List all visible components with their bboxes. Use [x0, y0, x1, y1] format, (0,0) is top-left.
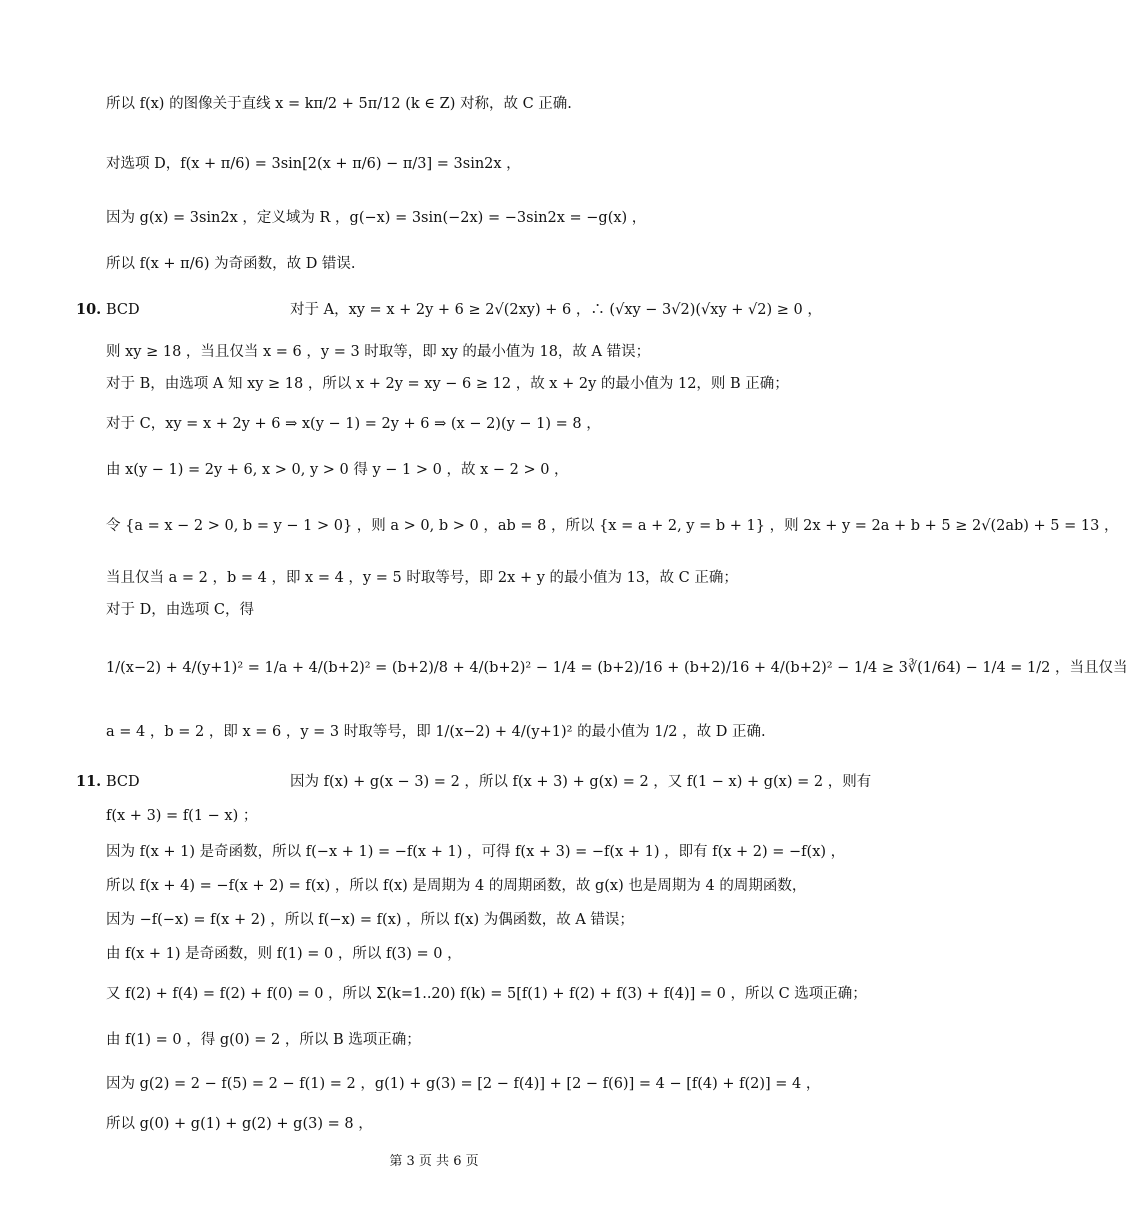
text-line: 由 f(1) = 0 ，得 g(0) = 2 ，所以 B 选项正确；	[106, 1032, 421, 1048]
text-line: 所以 f(x + 4) = −f(x + 2) = f(x) ，所以 f(x) 是周期为 4 的周期函数，故 g(x) 也是周期为 4 的周期函数，	[106, 878, 807, 894]
text-line: 因为 g(x) = 3sin2x ，定义域为 R ，g(−x) = 3sin(−2x) = −3sin2x = −g(x) ，	[106, 210, 647, 226]
text-line: f(x + 3) = f(1 − x) ；	[106, 808, 258, 824]
text-line: 又 f(2) + f(4) = f(2) + f(0) = 0 ，所以 Σ(k=1..20) f(k) = 5[f(1) + f(2) + f(3) + f(4)] = 0 ，所以 C 选项正确；	[106, 986, 867, 1002]
text-line: 对选项 D，f(x + π/6) = 3sin[2(x + π/6) − π/3] = 3sin2x ，	[106, 156, 521, 172]
text-line: 对于 B，由选项 A 知 xy ≥ 18 ，所以 x + 2y = xy − 6 ≥ 12 ，故 x + 2y 的最小值为 12，则 B 正确；	[106, 376, 789, 392]
text-line: 令 {a = x − 2 > 0, b = y − 1 > 0} ，则 a > 0, b > 0 ，ab = 8 ，所以 {x = a + 2, y = b + 1} ，则 2x + y = 2a + b + 5 ≥ 2√(2ab) + 5 = 13 ，	[106, 518, 1119, 534]
text-line: 所以 f(x + π/6) 为奇函数，故 D 错误.	[106, 256, 356, 272]
text-line: 对于 C，xy = x + 2y + 6 ⇒ x(y − 1) = 2y + 6 ⇒ (x − 2)(y − 1) = 8 ，	[106, 416, 601, 432]
text-line: 对于 A，xy = x + 2y + 6 ≥ 2√(2xy) + 6 ，∴ (√xy − 3√2)(√xy + √2) ≥ 0 ，	[290, 302, 822, 318]
text-line: 由 x(y − 1) = 2y + 6, x > 0, y > 0 得 y − 1 > 0 ，故 x − 2 > 0 ，	[106, 462, 569, 478]
text-line: a = 4 ，b = 2 ，即 x = 6 ，y = 3 时取等号，即 1/(x−2) + 4/(y+1)² 的最小值为 1/2 ，故 D 正确.	[106, 724, 766, 740]
page-footer: 第 3 页 共 6 页	[389, 1154, 479, 1169]
text-line: 对于 D，由选项 C，得	[106, 602, 254, 618]
text-line: 因为 g(2) = 2 − f(5) = 2 − f(1) = 2 ，g(1) + g(3) = [2 − f(4)] + [2 − f(6)] = 4 − [f(4) + f(2)] = 4 ，	[106, 1076, 821, 1092]
text-line: 因为 −f(−x) = f(x + 2) ，所以 f(−x) = f(x) ，所以 f(x) 为偶函数，故 A 错误；	[106, 912, 634, 928]
text-line: 因为 f(x) + g(x − 3) = 2 ，所以 f(x + 3) + g(x) = 2 ，又 f(1 − x) + g(x) = 2 ，则有	[290, 774, 872, 790]
question-answer: BCD	[106, 774, 140, 790]
question-number: 10.	[76, 301, 102, 318]
text-line: 1/(x−2) + 4/(y+1)² = 1/a + 4/(b+2)² = (b+2)/8 + 4/(b+2)² − 1/4 = (b+2)/16 + (b+2)/16 + 4/(b+2)² − 1/4 ≥ 3∛(1/64) − 1/4 = 1/2 ，当且仅当	[106, 660, 1128, 676]
text-line: 所以 g(0) + g(1) + g(2) + g(3) = 8 ，	[106, 1116, 373, 1132]
question-number: 11.	[76, 773, 102, 790]
question-answer: BCD	[106, 302, 140, 318]
text-line: 由 f(x + 1) 是奇函数，则 f(1) = 0 ，所以 f(3) = 0 ，	[106, 946, 462, 962]
text-line: 所以 f(x) 的图像关于直线 x = kπ/2 + 5π/12 (k ∈ Z) 对称，故 C 正确.	[106, 96, 572, 112]
text-line: 则 xy ≥ 18 ，当且仅当 x = 6 ，y = 3 时取等，即 xy 的最小值为 18，故 A 错误；	[106, 344, 651, 360]
text-line: 因为 f(x + 1) 是奇函数，所以 f(−x + 1) = −f(x + 1) ，可得 f(x + 3) = −f(x + 1) ，即有 f(x + 2) = −f(x) ，	[106, 844, 846, 860]
text-line: 当且仅当 a = 2 ，b = 4 ，即 x = 4 ，y = 5 时取等号，即 2x + y 的最小值为 13，故 C 正确；	[106, 570, 738, 586]
